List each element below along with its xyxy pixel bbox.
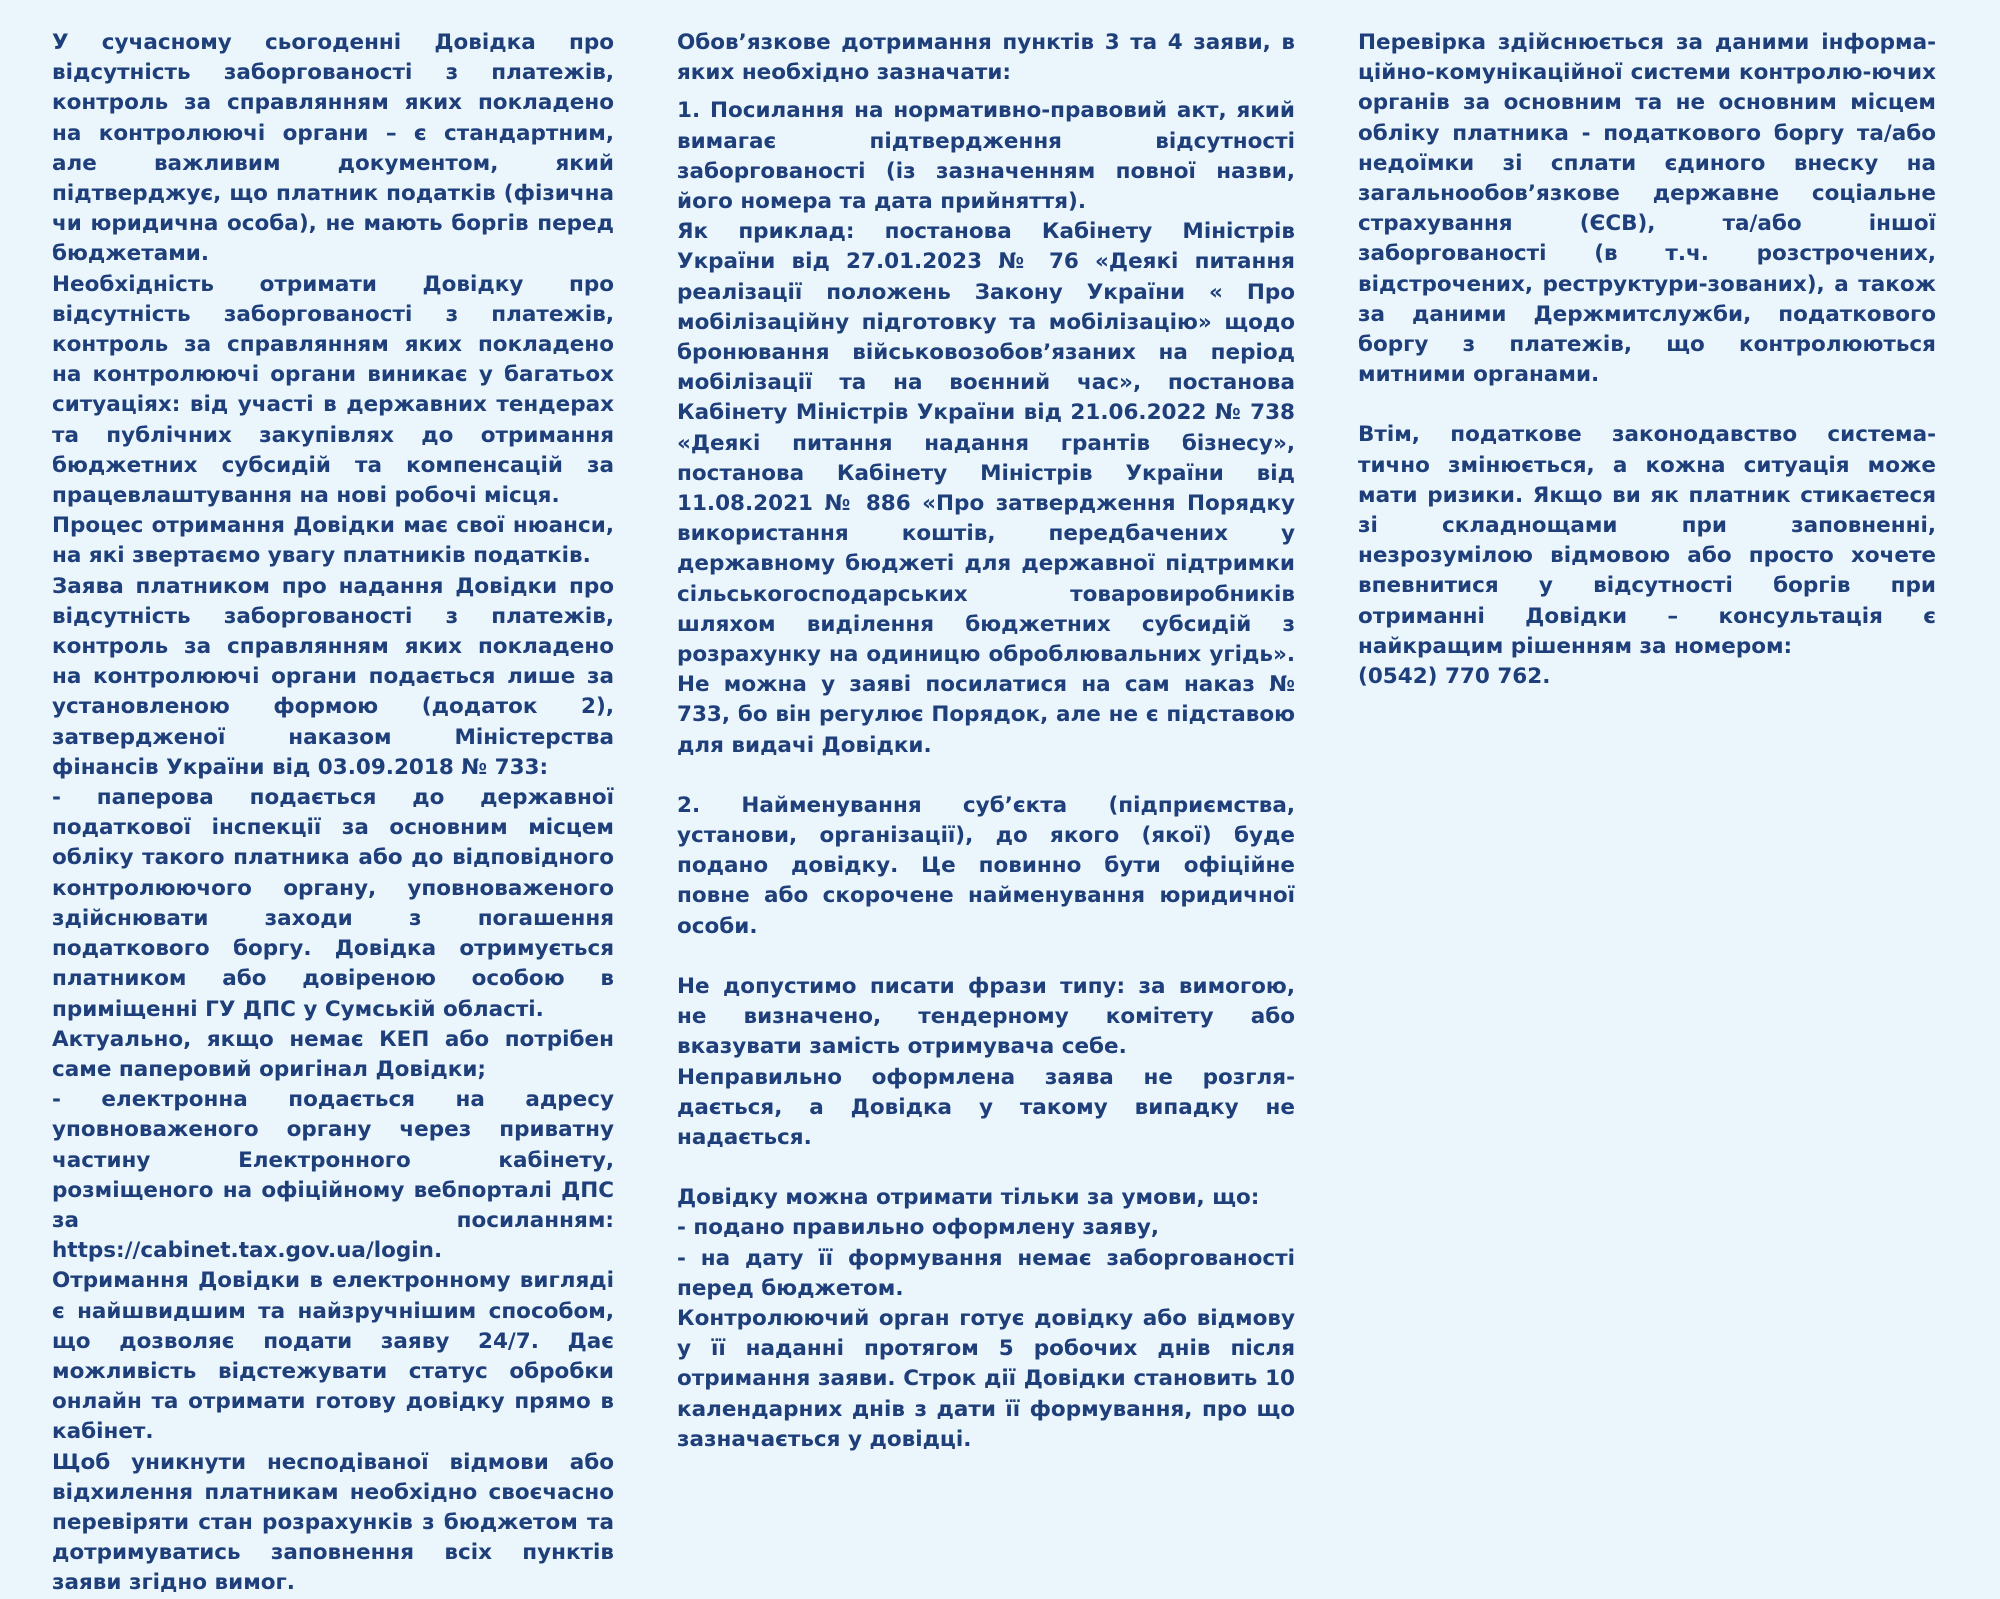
paragraph-paper-relevance: Актуально, якщо немає КЕП або потрібен саме паперовий оригінал Довідки;: [52, 1026, 614, 1082]
column-middle: [677, 28, 1295, 1455]
paragraph-verification: Перевірка здійснюється за даними інформа-ційно-комунікаційної системи контролю-ючих органів за основним та не основним місцем обліку платника - податкового боргу та/або недоїмки зі сплати єдиного внеску на загальнообов’язкове державне соціальне страхування (ЄСВ), та/або іншої заборгованості (в т.ч. розстрочених, відстрочених, реструктури-зованих), а також за даними Держмитслужби, податкового боргу з платежів, що контролюються митними органами.: [1358, 30, 1936, 388]
paragraph-intro: У сучасному сьогоденні Довідка про відсутність заборгованості з платежів, контроль за справлянням яких покладено на контролюючі органи – є стандартним, але важливим документом, який підтверджує, що платник податків (фізична чи юридична особа), не мають боргів перед бюджетами.: [52, 30, 614, 267]
paragraph-condition-title: Довідку можна отримати тільки за умови, що:: [677, 1185, 1260, 1211]
paragraph-avoid-refusal: Щоб уникнути несподіваної відмови або відхилення платникам необхідно своєчасно перевіряти стан розрахунків з бюджетом та дотримуватись заповнення всіх пунктів заяви згідно вимог.: [52, 1449, 614, 1596]
paragraph-paper-submission: - паперова подається до державної податкової інспекції за основним місцем обліку такого платника або до відповідного контролюючого органу, уповноваженого здійснювати заходи з погашення податкового боргу. Довідка отримується платником або довіреною особою в приміщенні ГУ ДПС у Сумській області.: [52, 785, 614, 1022]
paragraph-example: Як приклад: постанова Кабінету Міністрів України від 27.01.2023 № 76 «Деякі питання реалізації положень Закону України « Про мобілізаційну підготовку та мобілізацію» щодо бронювання військовозобов’язаних на період мобілізації та на воєнний час», постанова Кабінету Міністрів України від 21.06.2022 № 738 «Деякі питання надання грантів бізнесу», постанова Кабінету Міністрів України від 11.08.2021 № 886 «Про затвердження Порядку використання коштів, передбачених у державному бюджеті для державної підтримки сільськогосподарських товаровиробників шляхом виділення бюджетних субсидій з розрахунку на одиницю оброблювальних угідь». Не можна у заяві посилатися на сам наказ № 733, бо він регулює Порядок, але не є підставою для видачі Довідки.: [677, 219, 1295, 758]
phone-number: (0542) 770 762.: [1358, 664, 1551, 690]
paragraph-item-1: 1. Посилання на нормативно-правовий акт, який вимагає підтвердження відсутності заборгованості (із зазначенням повної назви, його номера та дата прийняття).: [677, 98, 1295, 215]
paragraph-mandatory-items: Обов’язкове дотримання пунктів 3 та 4 заяви, в яких необхідно зазначати:: [677, 30, 1295, 86]
paragraph-warning: Не допустимо писати фрази типу: за вимогою, не визначено, тендерному комітету або вказувати замість отримувача себе.: [677, 973, 1295, 1060]
paragraph-necessity: Необхідність отримати Довідку про відсутність заборгованості з платежів, контроль за справлянням яких покладено на контролюючі органи виникає у багатьох ситуаціях: від участі в державних тендерах та публічних закупівлях до отримання бюджетних субсидій та компенсацій за працевлаштування на нові робочі місця.: [52, 271, 614, 509]
paragraph-condition-2: - на дату її формування немає заборгованості перед бюджетом.: [677, 1245, 1295, 1301]
paragraph-process: Процес отримання Довідки має свої нюанси, на які звертаємо увагу платників податків.: [52, 513, 614, 569]
paragraph-application-form: Заява платником про надання Довідки про відсутність заборгованості з платежів, контроль за справлянням яких покладено на контролюючі органи подається лише за установленою формою (додаток 2), затвердженої наказом Міністерства фінансів України від 03.09.2018 № 733:: [52, 573, 614, 780]
paragraph-electronic-benefits: Отримання Довідки в електронному вигляді є найшвидшим та найзручнішим способом, що дозволяє подати заяву 24/7. Дає можливість відстежувати статус обробки онлайн та отримати готову довідку прямо в кабінет.: [52, 1268, 614, 1445]
column-left: [52, 28, 614, 1599]
paragraph-closing: Втім, податкове законодавство система-тично змінюється, а кожна ситуація може мати ризики. Якщо ви як платник стикаєтеся зі складнощами при заповненні, незрозумілою відмовою або просто хочете впевнитися у відсутності боргів при отриманні Довідки – консультація є найкращим рішенням за номером:: [1358, 422, 1936, 659]
paragraph-electronic-submission: - електронна подається на адресу уповноваженого органу через приватну частину Електронного кабінету, розміщеного на офіційному вебпорталі ДПС за посиланням: https://cabinet.tax.gov.ua/login.: [52, 1087, 614, 1264]
paragraph-condition-1: - подано правильно оформлену заяву,: [677, 1215, 1160, 1241]
paragraph-rejection: Неправильно оформлена заява не розгля-дається, а Довідка у такому випадку не надається.: [677, 1064, 1295, 1150]
paragraph-timing: Контролюючий орган готує довідку або відмову у її наданні протягом 5 робочих днів після отримання заяви. Строк дії Довідки становить 10 календарних днів з дати її формування, про що зазначається у довідці.: [677, 1305, 1295, 1452]
paragraph-item-2: 2. Найменування суб’єкта (підприємства, установи, організації), до якого (якої) буде подано довідку. Це повинно бути офіційне повне або скорочене найменування юридичної особи.: [677, 792, 1295, 939]
column-right: [1358, 28, 1936, 692]
